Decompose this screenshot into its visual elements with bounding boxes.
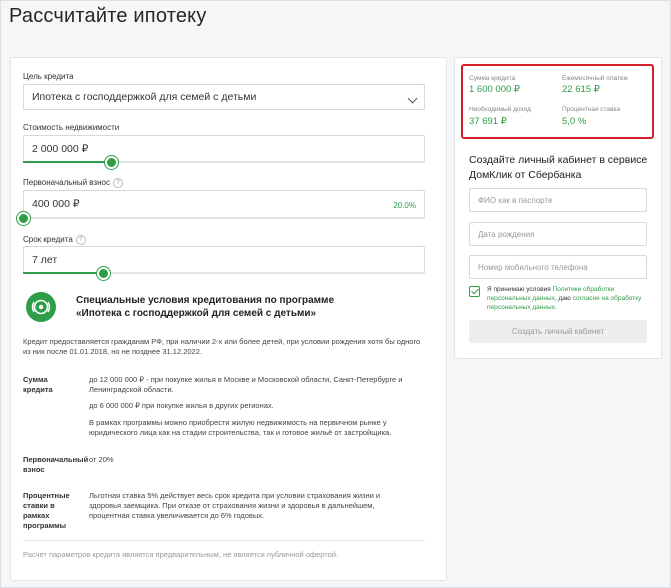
- help-icon[interactable]: ?: [113, 178, 123, 188]
- monthly-payment-value: 22 615 ₽: [562, 84, 600, 95]
- price-slider[interactable]: [23, 161, 425, 163]
- term-slider-thumb[interactable]: [97, 267, 110, 280]
- price-slider-fill: [23, 161, 111, 163]
- phone-field[interactable]: [469, 255, 647, 279]
- pacifier-icon: [26, 292, 56, 322]
- required-income-label: Необходимый доход: [469, 106, 531, 113]
- chevron-down-icon: [408, 94, 418, 104]
- purpose-select[interactable]: [23, 84, 425, 110]
- birth-date-placeholder: Дата рождения: [478, 229, 535, 239]
- help-icon[interactable]: ?: [76, 235, 86, 245]
- sum-line-1: до 12 000 000 ₽ - при покупке жилья в Москве и Московской области, Санкт-Петербурге и Ленинградской области.: [89, 375, 403, 394]
- divider: [23, 540, 425, 541]
- loan-amount-label: Сумма кредита: [469, 75, 516, 82]
- price-input-value: 2 000 000 ₽: [32, 142, 89, 155]
- cabinet-title: Создайте личный кабинет в сервисе ДомКлик от Сбербанка: [469, 154, 648, 181]
- down-input-value: 400 000 ₽: [32, 198, 80, 210]
- consent-text: [487, 285, 647, 312]
- birth-date-field[interactable]: [469, 222, 647, 246]
- phone-placeholder: Номер мобильного телефона: [478, 262, 588, 272]
- down-slider[interactable]: [23, 217, 425, 219]
- full-name-field[interactable]: [469, 188, 647, 212]
- term-slider-fill: [23, 272, 103, 274]
- down-row-text: от 20%: [89, 455, 114, 464]
- sum-line-3: В рамках программы можно приобрести жилую недвижимость на первичном рынке у юридического лица как на стадии строительства, так и готовое жильё от застройщика.: [89, 418, 392, 437]
- term-input-value: 7 лет: [32, 253, 58, 266]
- full-name-placeholder: ФИО как в паспорте: [478, 195, 553, 205]
- loan-amount-value: 1 600 000 ₽: [469, 84, 520, 95]
- consent-pre: Я принимаю условия: [487, 286, 551, 293]
- term-label-text: Срок кредита: [23, 235, 73, 245]
- rate-row-text: Льготная ставка 5% действует весь срок кредита при условии страхования жизни и здоровья заемщика. При отказе от страхования жизни и здоровья в дальнейшем, процентная ставка увеличивается до 6% годовых.: [89, 491, 381, 520]
- down-label-text: Первоначальный взнос: [23, 178, 110, 188]
- special-conditions-title: Специальные условия кредитования по программе «Ипотека с господдержкой для семей с детьми»: [76, 295, 335, 319]
- down-slider-thumb[interactable]: [17, 212, 30, 225]
- price-input[interactable]: [23, 135, 425, 162]
- page-title: Рассчитайте ипотеку: [9, 5, 207, 27]
- rate-row-label: Процентные ставки в рамках программы: [23, 491, 70, 530]
- down-percent: 20.0%: [393, 201, 416, 210]
- term-slider[interactable]: [23, 272, 425, 274]
- price-slider-thumb[interactable]: [105, 156, 118, 169]
- down-label: [23, 178, 123, 188]
- privacy-policy-link[interactable]: Политики обработки персональных данных: [487, 286, 615, 302]
- purpose-select-value: Ипотека с господдержкой для семей с детьми: [32, 91, 257, 103]
- term-label: [23, 235, 86, 245]
- down-row-label: Первоначальный взнос: [23, 455, 89, 474]
- monthly-payment-label: Ежемесячный платеж: [562, 75, 628, 82]
- interest-rate-label: Процентная ставка: [562, 106, 621, 113]
- down-input[interactable]: [23, 190, 425, 218]
- interest-rate-value: 5,0 %: [562, 116, 587, 127]
- disclaimer: Расчет параметров кредита является предварительным, не является публичной офертой.: [23, 550, 339, 559]
- price-label: Стоимость недвижимости: [23, 123, 120, 132]
- consent-checkbox[interactable]: [469, 286, 480, 297]
- consent-mid: , даю: [554, 295, 571, 302]
- term-input[interactable]: [23, 246, 425, 273]
- required-income-value: 37 691 ₽: [469, 116, 507, 127]
- special-intro: Кредит предоставляется гражданам РФ, при наличии 2-х или более детей, при условии рождения хотя бы одного из них после 01.01.2018, но не позднее 31.12.2022.: [23, 337, 421, 356]
- sum-row-label: Сумма кредита: [23, 375, 53, 394]
- sum-line-2: до 6 000 000 ₽ при покупке жилья в других регионах.: [89, 401, 274, 410]
- purpose-label: Цель кредита: [23, 72, 74, 81]
- consent-link[interactable]: согласие на обработку персональных данных.: [487, 295, 642, 311]
- create-cabinet-button[interactable]: Создать личный кабинет: [469, 320, 647, 343]
